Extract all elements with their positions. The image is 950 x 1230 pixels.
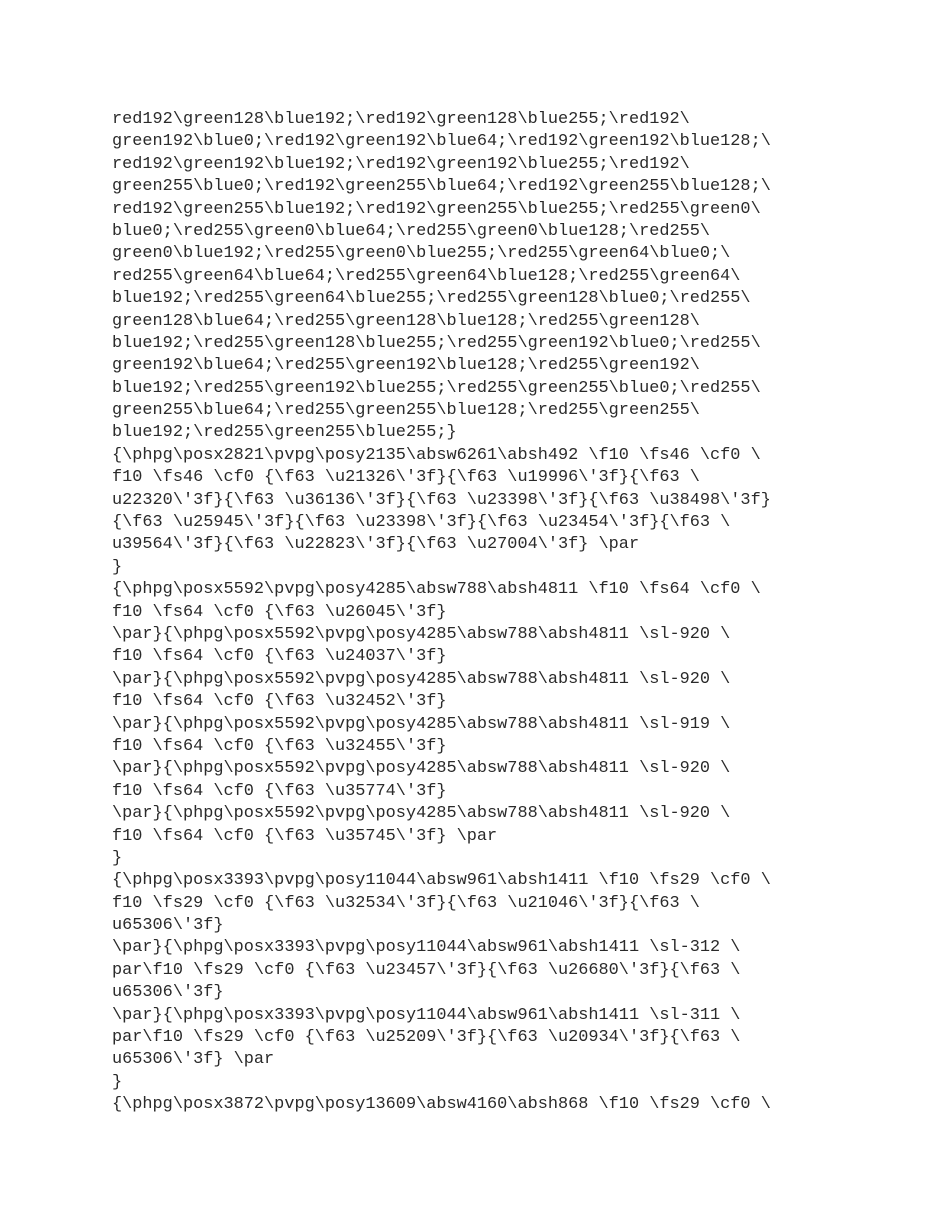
text-line: blue192;\red255\green255\blue255;}: [112, 423, 457, 443]
text-line: f10 \fs64 \cf0 {\f63 \u35774\'3f}: [112, 781, 447, 801]
text-line: \par}{\phpg\posx5592\pvpg\posy4285\absw788\absh4811 \sl-920 \: [112, 669, 731, 689]
text-line: u65306\'3f} \par: [112, 1050, 275, 1070]
text-line: f10 \fs64 \cf0 {\f63 \u35745\'3f} \par: [112, 826, 498, 846]
text-line: par\f10 \fs29 \cf0 {\f63 \u25209\'3f}{\f63 \u20934\'3f}{\f63 \: [112, 1028, 741, 1048]
text-line: \par}{\phpg\posx3393\pvpg\posy11044\absw961\absh1411 \sl-312 \: [112, 938, 741, 958]
text-line: \par}{\phpg\posx5592\pvpg\posy4285\absw788\absh4811 \sl-920 \: [112, 759, 731, 779]
text-line: f10 \fs64 \cf0 {\f63 \u26045\'3f}: [112, 602, 447, 622]
text-line: red192\green255\blue192;\red192\green255\blue255;\red255\green0\: [112, 199, 761, 219]
text-line: }: [112, 557, 123, 577]
text-line: blue192;\red255\green192\blue255;\red255\green255\blue0;\red255\: [112, 378, 761, 398]
text-line: green128\blue64;\red255\green128\blue128;\red255\green128\: [112, 311, 700, 331]
text-line: f10 \fs64 \cf0 {\f63 \u32452\'3f}: [112, 692, 447, 712]
text-line: red192\green128\blue192;\red192\green128\blue255;\red192\: [112, 110, 690, 129]
text-line: blue192;\red255\green128\blue255;\red255\green192\blue0;\red255\: [112, 333, 761, 353]
text-line: f10 \fs64 \cf0 {\f63 \u32455\'3f}: [112, 736, 447, 756]
text-line: red255\green64\blue64;\red255\green64\blue128;\red255\green64\: [112, 266, 741, 286]
text-line: green192\blue64;\red255\green192\blue128;\red255\green192\: [112, 356, 700, 376]
text-line: {\phpg\posx3393\pvpg\posy11044\absw961\absh1411 \f10 \fs29 \cf0 \: [112, 871, 771, 891]
text-line: par\f10 \fs29 \cf0 {\f63 \u23457\'3f}{\f63 \u26680\'3f}{\f63 \: [112, 960, 741, 980]
text-line: green0\blue192;\red255\green0\blue255;\red255\green64\blue0;\: [112, 244, 731, 264]
text-line: u65306\'3f}: [112, 983, 224, 1003]
text-line: u22320\'3f}{\f63 \u36136\'3f}{\f63 \u23398\'3f}{\f63 \u38498\'3f}: [112, 490, 771, 510]
text-line: f10 \fs46 \cf0 {\f63 \u21326\'3f}{\f63 \u19996\'3f}{\f63 \: [112, 468, 700, 488]
text-line: f10 \fs29 \cf0 {\f63 \u32534\'3f}{\f63 \u21046\'3f}{\f63 \: [112, 893, 700, 913]
text-line: green192\blue0;\red192\green192\blue64;\red192\green192\blue128;\: [112, 132, 771, 152]
text-line: blue192;\red255\green64\blue255;\red255\green128\blue0;\red255\: [112, 289, 751, 309]
text-line: {\f63 \u25945\'3f}{\f63 \u23398\'3f}{\f63 \u23454\'3f}{\f63 \: [112, 513, 731, 533]
rtf-source-text: [112, 109, 852, 1117]
text-line: {\phpg\posx3872\pvpg\posy13609\absw4160\absh868 \f10 \fs29 \cf0 \: [112, 1095, 771, 1115]
text-line: \par}{\phpg\posx5592\pvpg\posy4285\absw788\absh4811 \sl-919 \: [112, 714, 731, 734]
text-line: red192\green192\blue192;\red192\green192\blue255;\red192\: [112, 154, 690, 174]
text-line: }: [112, 1072, 123, 1092]
text-line: {\phpg\posx5592\pvpg\posy4285\absw788\absh4811 \f10 \fs64 \cf0 \: [112, 580, 761, 600]
text-line: green255\blue0;\red192\green255\blue64;\red192\green255\blue128;\: [112, 177, 771, 197]
text-line: u65306\'3f}: [112, 916, 224, 936]
text-line: }: [112, 848, 123, 868]
text-line: u39564\'3f}{\f63 \u22823\'3f}{\f63 \u27004\'3f} \par: [112, 535, 640, 555]
text-line: green255\blue64;\red255\green255\blue128;\red255\green255\: [112, 401, 700, 421]
text-line: \par}{\phpg\posx3393\pvpg\posy11044\absw961\absh1411 \sl-311 \: [112, 1005, 741, 1025]
text-line: {\phpg\posx2821\pvpg\posy2135\absw6261\absh492 \f10 \fs46 \cf0 \: [112, 445, 761, 465]
text-line: blue0;\red255\green0\blue64;\red255\green0\blue128;\red255\: [112, 221, 711, 241]
text-line: \par}{\phpg\posx5592\pvpg\posy4285\absw788\absh4811 \sl-920 \: [112, 624, 731, 644]
text-line: \par}{\phpg\posx5592\pvpg\posy4285\absw788\absh4811 \sl-920 \: [112, 804, 731, 824]
text-line: f10 \fs64 \cf0 {\f63 \u24037\'3f}: [112, 647, 447, 667]
